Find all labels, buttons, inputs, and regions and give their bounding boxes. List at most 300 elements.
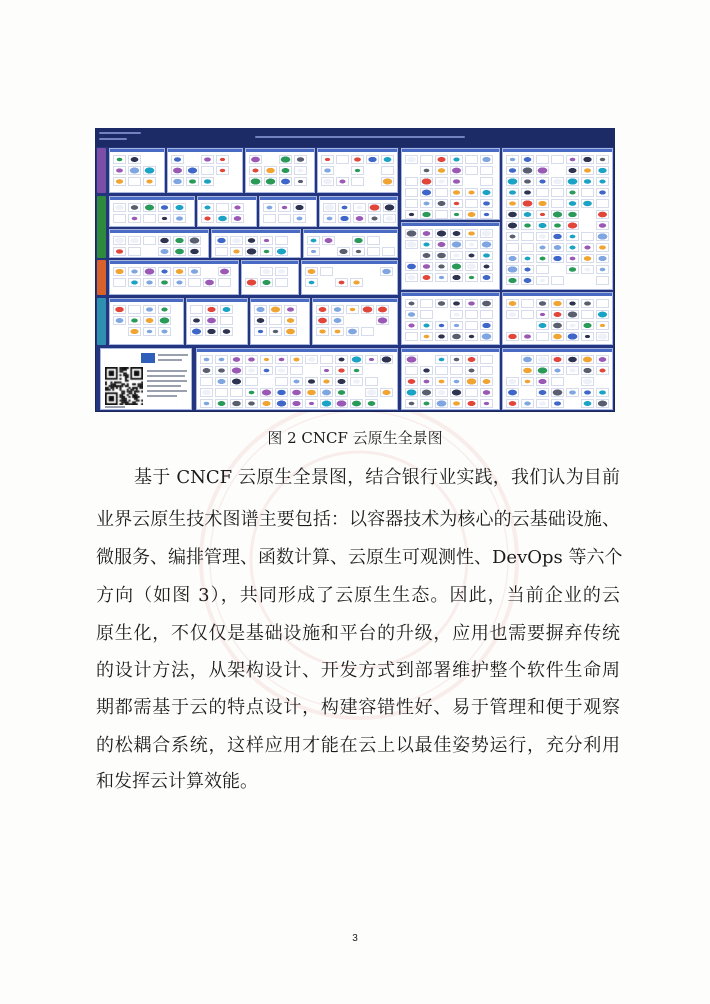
logo-tile	[190, 327, 203, 336]
logo-tile	[305, 399, 318, 408]
logo-tile	[113, 166, 126, 175]
logo-tile	[367, 236, 380, 245]
illegible-text-line	[147, 375, 185, 377]
logo-tile	[200, 366, 213, 375]
landscape-panel	[245, 148, 315, 193]
logo-tile	[506, 232, 519, 241]
logo-tile	[293, 203, 306, 212]
landscape-panel	[401, 292, 500, 345]
panel-category-header	[302, 261, 397, 264]
logo-tile	[275, 366, 288, 375]
panel-category-header	[251, 299, 309, 302]
logo-tile	[335, 278, 348, 287]
logo-tile	[450, 240, 463, 249]
logo-tile	[435, 210, 448, 219]
logo-tile	[143, 203, 156, 212]
logo-tile	[480, 199, 493, 208]
logo-tile	[231, 214, 244, 223]
logo-tile	[331, 305, 344, 314]
logo-tile	[284, 316, 297, 325]
cncf-landscape-figure	[95, 128, 615, 412]
logo-tile	[435, 188, 448, 197]
logo-tile	[596, 321, 609, 330]
logo-tile	[435, 299, 448, 308]
logo-tile	[381, 177, 394, 186]
logo-tile	[566, 299, 579, 308]
logo-tile	[405, 177, 418, 186]
logo-tile	[551, 377, 564, 386]
logo-tile	[365, 377, 378, 386]
logo-tile	[113, 203, 126, 212]
logo-tile	[230, 247, 243, 256]
logo-tile	[275, 278, 288, 287]
logo-tile	[465, 229, 478, 238]
paragraph-line: 和发挥云计算效能。	[96, 771, 258, 792]
logo-tile	[521, 155, 534, 164]
panel-category-header	[503, 149, 612, 152]
landscape-panel	[109, 260, 239, 295]
logo-tile	[316, 316, 329, 325]
logo-tile	[566, 155, 579, 164]
paragraph-line: 微服务、编排管理、函数计算、云原生可观测性、DevOps 等六个	[96, 547, 623, 568]
logo-tile	[305, 267, 318, 276]
logo-tile	[551, 232, 564, 241]
logo-tile	[581, 177, 594, 186]
logo-tile	[128, 305, 141, 314]
logo-tile	[450, 199, 463, 208]
logo-tile	[581, 321, 594, 330]
logo-tile	[480, 155, 493, 164]
logo-tile	[346, 327, 359, 336]
logo-tile	[216, 203, 229, 212]
logo-tile	[420, 321, 433, 330]
panel-category-header	[110, 149, 164, 152]
logo-tile	[465, 273, 478, 282]
logo-tile	[521, 299, 534, 308]
logo-tile	[450, 321, 463, 330]
logo-tile	[480, 251, 493, 260]
logo-tile	[536, 155, 549, 164]
logo-tile	[323, 214, 336, 223]
logo-tile	[420, 332, 433, 341]
logo-tile	[420, 177, 433, 186]
logo-tile	[215, 247, 228, 256]
logo-tile	[566, 177, 579, 186]
logo-tile	[350, 399, 363, 408]
logo-tile	[420, 155, 433, 164]
logo-tile	[450, 388, 463, 397]
logo-tile	[596, 265, 609, 274]
logo-tile	[596, 276, 609, 285]
logo-tile	[350, 366, 363, 375]
logo-tile	[536, 332, 549, 341]
logo-tile	[260, 247, 273, 256]
logo-tile	[230, 366, 243, 375]
logo-tile	[113, 316, 126, 325]
logo-tile	[521, 177, 534, 186]
logo-tile	[480, 210, 493, 219]
logo-tile	[245, 247, 258, 256]
logo-tile	[245, 377, 258, 386]
logo-tile	[216, 166, 229, 175]
logo-tile	[128, 203, 141, 212]
logo-tile	[305, 278, 318, 287]
logo-tile	[173, 278, 186, 287]
logo-tile	[405, 229, 418, 238]
logo-tile	[566, 166, 579, 175]
logo-tile	[450, 229, 463, 238]
logo-tile	[275, 247, 288, 256]
logo-tile	[536, 310, 549, 319]
logo-tile	[201, 203, 214, 212]
logo-tile	[521, 199, 534, 208]
logo-tile	[480, 388, 493, 397]
logo-tile	[551, 199, 564, 208]
logo-tile	[405, 310, 418, 319]
illegible-text-line	[147, 385, 181, 387]
panel-category-header	[246, 149, 314, 152]
panel-category-header	[402, 293, 499, 296]
panel-category-header	[503, 293, 612, 296]
logo-tile	[596, 221, 609, 230]
logo-tile	[480, 332, 493, 341]
logo-tile	[551, 254, 564, 263]
logo-tile	[405, 377, 418, 386]
logo-tile	[465, 399, 478, 408]
logo-tile	[596, 188, 609, 197]
logo-tile	[158, 236, 171, 245]
logo-tile	[321, 177, 334, 186]
category-bar-green	[97, 196, 106, 258]
logo-tile	[581, 166, 594, 175]
logo-tile	[254, 305, 267, 314]
panel-category-header	[402, 149, 499, 152]
logo-tile	[260, 267, 273, 276]
logo-tile	[188, 247, 201, 256]
category-bar-teal	[97, 298, 106, 345]
logo-tile	[405, 399, 418, 408]
logo-tile	[596, 210, 609, 219]
paragraph-line: 期都需基于云的特点设计，构建容错性好、易于管理和便于观察	[96, 697, 620, 718]
logo-tile	[551, 332, 564, 341]
logo-tile	[581, 366, 594, 375]
logo-tile	[480, 262, 493, 271]
logo-tile	[190, 305, 203, 314]
landscape-panel	[196, 348, 398, 410]
logo-tile	[420, 366, 433, 375]
landscape-panel	[301, 260, 398, 295]
logo-tile	[143, 177, 156, 186]
logo-tile	[551, 366, 564, 375]
logo-tile	[506, 399, 519, 408]
logo-tile	[190, 316, 203, 325]
logo-tile	[435, 388, 448, 397]
logo-tile	[320, 366, 333, 375]
logo-tile	[435, 229, 448, 238]
logo-tile	[351, 166, 364, 175]
logo-tile	[173, 214, 186, 223]
logo-tile	[551, 321, 564, 330]
logo-tile	[521, 210, 534, 219]
illegible-text-line	[158, 354, 188, 356]
logo-tile	[536, 355, 549, 364]
logo-tile	[254, 327, 267, 336]
logo-tile	[294, 166, 307, 175]
landscape-panel	[502, 292, 613, 345]
logo-tile	[143, 305, 156, 314]
paragraph-line: 原生化，不仅仅是基础设施和平台的升级，应用也需要摒弃传统	[96, 623, 620, 644]
logo-tile	[260, 236, 273, 245]
logo-tile	[536, 299, 549, 308]
logo-tile	[536, 366, 549, 375]
logo-tile	[366, 155, 379, 164]
logo-tile	[365, 388, 378, 397]
logo-tile	[279, 166, 292, 175]
logo-tile	[566, 254, 579, 263]
logo-tile	[566, 210, 579, 219]
logo-tile	[435, 177, 448, 186]
logo-tile	[128, 327, 141, 336]
logo-tile	[506, 332, 519, 341]
logo-tile	[335, 399, 348, 408]
logo-tile	[316, 305, 329, 314]
logo-tile	[143, 278, 156, 287]
logo-tile	[521, 310, 534, 319]
logo-tile	[128, 316, 141, 325]
logo-tile	[465, 377, 478, 386]
logo-tile	[143, 236, 156, 245]
logo-tile	[551, 243, 564, 252]
logo-tile	[596, 232, 609, 241]
logo-tile	[216, 155, 229, 164]
logo-tile	[113, 214, 126, 223]
illegible-header-text	[99, 132, 141, 134]
logo-tile	[294, 177, 307, 186]
logo-tile	[435, 366, 448, 375]
logo-tile	[551, 210, 564, 219]
logo-tile	[566, 388, 579, 397]
logo-tile	[551, 310, 564, 319]
illegible-text-line	[147, 395, 177, 397]
logo-tile	[335, 377, 348, 386]
logo-tile	[581, 155, 594, 164]
logo-tile	[376, 305, 389, 314]
panel-category-header	[313, 299, 397, 302]
panel-category-header	[212, 230, 300, 233]
logo-tile	[465, 299, 478, 308]
logo-tile	[143, 166, 156, 175]
logo-tile	[361, 327, 374, 336]
logo-tile	[551, 155, 564, 164]
logo-tile	[596, 366, 609, 375]
logo-tile	[260, 399, 273, 408]
logo-tile	[450, 262, 463, 271]
landscape-panel	[401, 348, 500, 410]
panel-category-header	[110, 299, 183, 302]
logo-tile	[245, 388, 258, 397]
logo-tile	[263, 214, 276, 223]
landscape-panel	[211, 229, 301, 258]
logo-tile	[521, 243, 534, 252]
logo-tile	[361, 305, 374, 314]
logo-tile	[536, 265, 549, 274]
logo-tile	[128, 166, 141, 175]
logo-tile	[506, 177, 519, 186]
logo-tile	[320, 377, 333, 386]
logo-tile	[480, 377, 493, 386]
figure-caption: 图 2 CNCF 云原生全景图	[267, 429, 443, 447]
logo-tile	[480, 273, 493, 282]
logo-tile	[365, 399, 378, 408]
logo-tile	[465, 262, 478, 271]
logo-tile	[581, 332, 594, 341]
logo-tile	[353, 214, 366, 223]
logo-tile	[275, 236, 288, 245]
logo-tile	[536, 199, 549, 208]
logo-tile	[350, 355, 363, 364]
logo-tile	[506, 166, 519, 175]
paragraph-line: 方向（如图 3），共同形成了云原生生态。因此，当前企业的云	[96, 585, 620, 606]
logo-tile	[231, 203, 244, 212]
logo-tile	[435, 321, 448, 330]
logo-tile	[536, 166, 549, 175]
logo-tile	[230, 355, 243, 364]
logo-tile	[200, 399, 213, 408]
logo-tile	[113, 305, 126, 314]
logo-tile	[290, 355, 303, 364]
logo-tile	[305, 377, 318, 386]
logo-tile	[278, 214, 291, 223]
logo-tile	[275, 399, 288, 408]
landscape-panel	[109, 148, 165, 193]
illegible-text-line	[147, 380, 187, 382]
logo-tile	[158, 214, 171, 223]
logo-tile	[405, 155, 418, 164]
logo-tile	[551, 276, 564, 285]
logo-tile	[420, 166, 433, 175]
logo-tile	[158, 278, 171, 287]
logo-tile	[506, 299, 519, 308]
logo-tile	[275, 388, 288, 397]
logo-tile	[158, 203, 171, 212]
logo-tile	[581, 188, 594, 197]
landscape-panel	[241, 260, 299, 295]
logo-tile	[581, 399, 594, 408]
logo-tile	[264, 166, 277, 175]
logo-tile	[143, 327, 156, 336]
logo-tile	[596, 155, 609, 164]
logo-tile	[480, 240, 493, 249]
logo-tile	[566, 366, 579, 375]
logo-tile	[581, 299, 594, 308]
logo-tile	[420, 188, 433, 197]
logo-tile	[581, 310, 594, 319]
logo-tile	[405, 332, 418, 341]
logo-tile	[521, 166, 534, 175]
logo-tile	[113, 177, 126, 186]
logo-tile	[216, 214, 229, 223]
logo-tile	[480, 366, 493, 375]
logo-tile	[480, 321, 493, 330]
logo-tile	[215, 355, 228, 364]
logo-tile	[450, 210, 463, 219]
logo-tile	[128, 236, 141, 245]
logo-tile	[335, 366, 348, 375]
logo-tile	[200, 388, 213, 397]
logo-tile	[566, 243, 579, 252]
logo-tile	[215, 236, 228, 245]
logo-tile	[380, 267, 393, 276]
logo-tile	[171, 177, 184, 186]
logo-tile	[465, 366, 478, 375]
landscape-info-card	[100, 348, 192, 410]
category-bar-orange	[97, 260, 106, 295]
landscape-panel	[109, 229, 209, 258]
logo-tile	[220, 327, 233, 336]
logo-tile	[420, 240, 433, 249]
logo-tile	[173, 236, 186, 245]
logo-tile	[450, 177, 463, 186]
logo-tile	[420, 399, 433, 408]
panel-category-header	[402, 223, 499, 226]
logo-tile	[521, 332, 534, 341]
logo-tile	[331, 316, 344, 325]
logo-tile	[450, 188, 463, 197]
logo-tile	[260, 366, 273, 375]
logo-tile	[521, 355, 534, 364]
landscape-panel	[502, 348, 613, 410]
logo-tile	[405, 366, 418, 375]
logo-tile	[420, 210, 433, 219]
logo-tile	[323, 203, 336, 212]
logo-tile	[188, 278, 201, 287]
logo-tile	[336, 177, 349, 186]
logo-tile	[249, 166, 262, 175]
logo-tile	[245, 278, 258, 287]
panel-category-header	[320, 197, 397, 200]
logo-tile	[143, 267, 156, 276]
logo-tile	[158, 305, 171, 314]
logo-tile	[581, 232, 594, 241]
logo-tile	[596, 332, 609, 341]
logo-tile	[201, 177, 214, 186]
logo-tile	[581, 254, 594, 263]
logo-tile	[405, 355, 418, 364]
logo-tile	[113, 236, 126, 245]
logo-tile	[506, 221, 519, 230]
landscape-header-bar	[95, 128, 615, 147]
logo-tile	[450, 366, 463, 375]
logo-tile	[188, 236, 201, 245]
logo-tile	[566, 265, 579, 274]
illegible-text-line	[147, 370, 187, 372]
landscape-panel	[317, 148, 398, 193]
logo-tile	[158, 267, 171, 276]
logo-tile	[420, 199, 433, 208]
logo-tile	[551, 221, 564, 230]
logo-tile	[260, 355, 273, 364]
logo-tile	[581, 377, 594, 386]
panel-category-header	[503, 349, 612, 352]
logo-tile	[203, 278, 216, 287]
landscape-panel	[167, 148, 243, 193]
logo-tile	[536, 399, 549, 408]
panel-category-header	[110, 230, 208, 233]
logo-tile	[566, 310, 579, 319]
logo-tile	[551, 299, 564, 308]
logo-tile	[260, 278, 273, 287]
logo-tile	[450, 310, 463, 319]
